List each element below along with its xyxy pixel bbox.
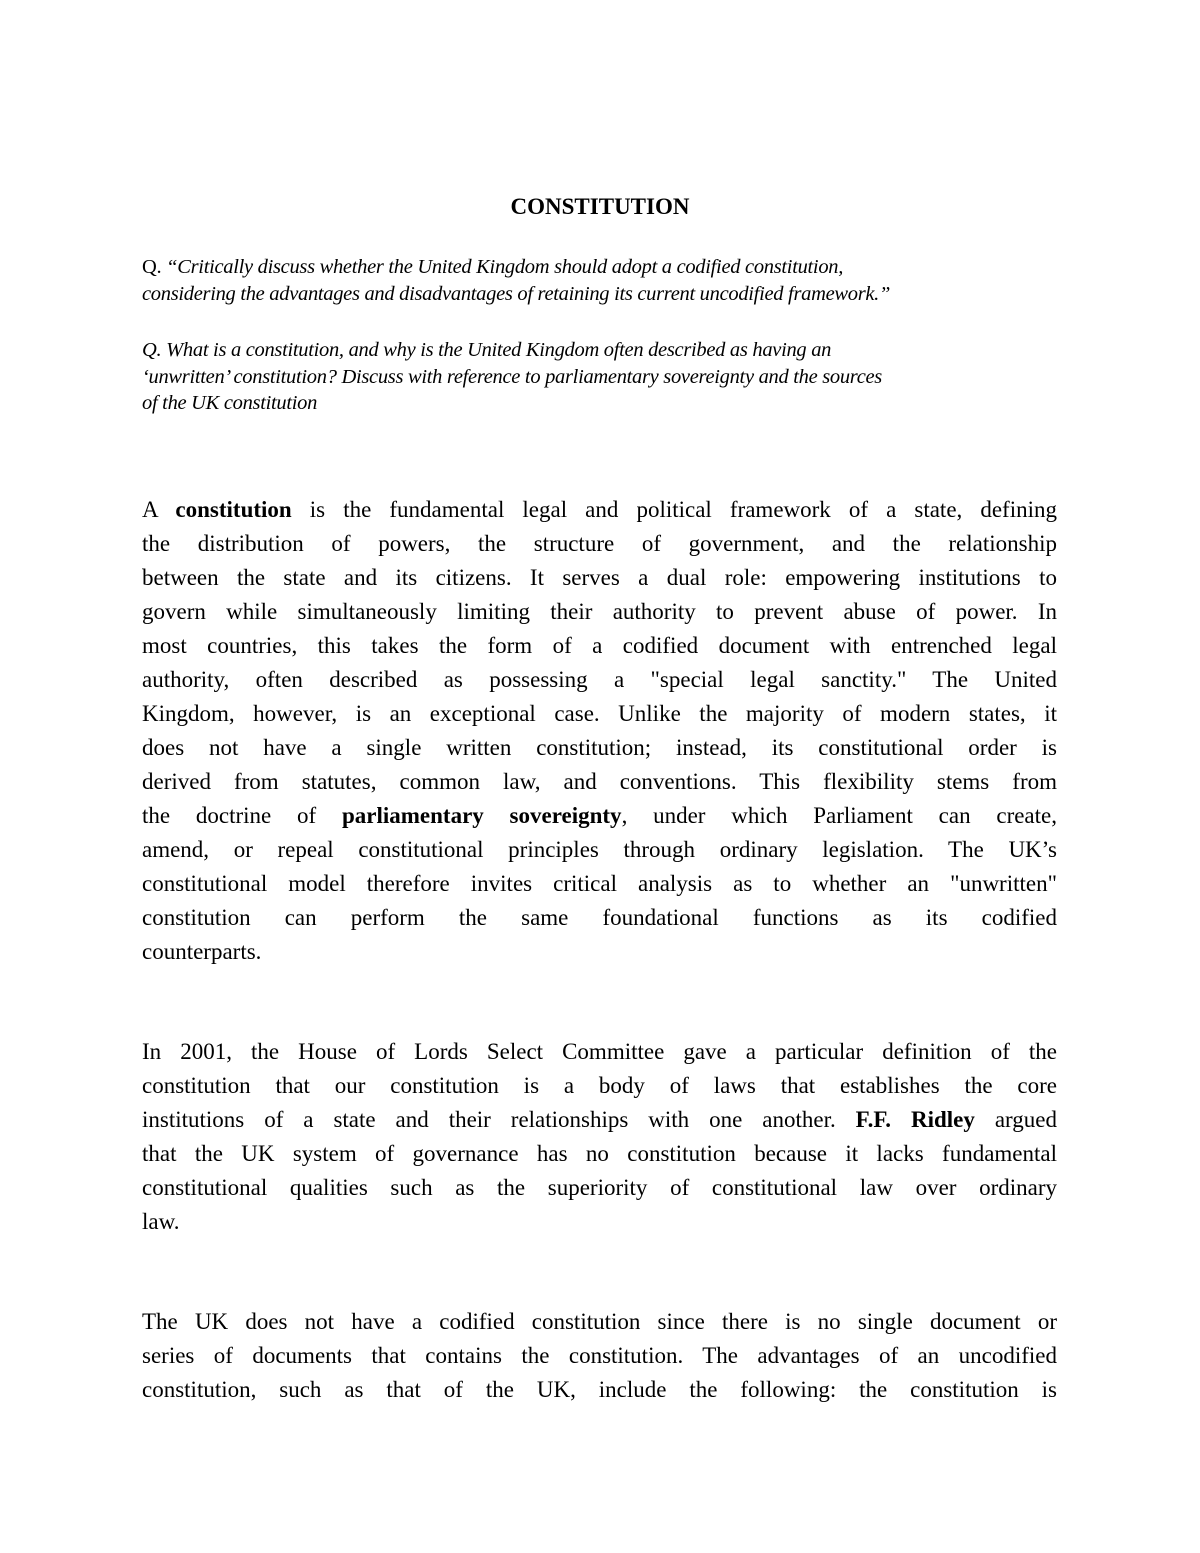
question-text: “Critically discuss whether the United Kingdom should adopt a codified constitution, <box>166 256 844 278</box>
paragraph-line <box>142 629 1057 663</box>
text-run: series of documents that contains the constitution. The advantages of an uncodified <box>142 1343 1057 1368</box>
question-2-line: Q. What is a constitution, and why is the United Kingdom often described as having an <box>142 339 832 361</box>
paragraph-line <box>142 1305 1057 1339</box>
text-run: does not have a single written constitution; instead, its constitutional order is <box>142 735 1057 760</box>
bold-term: parliamentary sovereignty <box>341 803 622 828</box>
paragraph-line <box>142 493 1057 527</box>
text-run: most countries, this takes the form of a codified document with entrenched legal <box>142 633 1057 658</box>
question-2-line: of the UK constitution <box>142 392 318 414</box>
bold-term: constitution <box>175 497 292 522</box>
text-run: institutions of a state and their relationships with one another. <box>142 1107 856 1132</box>
text-run: constitutional model therefore invites critical analysis as to whether an "unwritten" <box>142 871 1057 896</box>
paragraph-line <box>142 765 1057 799</box>
paragraph-line <box>142 833 1057 867</box>
bold-term: F.F. Ridley <box>855 1107 975 1132</box>
text-run: constitution, such as that of the UK, include the following: the constitution is <box>142 1377 1057 1402</box>
paragraph-line <box>142 595 1057 629</box>
text-run: constitution that our constitution is a body of laws that establishes the core <box>142 1073 1057 1098</box>
text-run: , under which Parliament can create, <box>621 803 1057 828</box>
paragraph-line <box>142 527 1057 561</box>
text-run: authority, often described as possessing a "special legal sanctity." The United <box>142 667 1057 692</box>
paragraph-line <box>142 867 1057 901</box>
text-run: law. <box>142 1209 180 1234</box>
text-run: govern while simultaneously limiting their authority to prevent abuse of power. In <box>142 599 1057 624</box>
paragraph-line <box>142 901 1057 935</box>
paragraph-line <box>142 1069 1057 1103</box>
paragraph-line <box>142 731 1057 765</box>
text-run: the doctrine of <box>142 803 342 828</box>
text-run: argued <box>974 1107 1057 1132</box>
body-paragraph-2 <box>142 1035 1057 1239</box>
question-1 <box>142 254 1062 307</box>
text-run: that the UK system of governance has no constitution because it lacks fundamental <box>142 1141 1057 1166</box>
text-run: between the state and its citizens. It serves a dual role: empowering institutions to <box>142 565 1057 590</box>
body-paragraph-3 <box>142 1305 1057 1407</box>
paragraph-line <box>142 1137 1057 1171</box>
paragraph-line <box>142 561 1057 595</box>
text-run: Kingdom, however, is an exceptional case. Unlike the majority of modern states, it <box>142 701 1057 726</box>
text-run: is the fundamental legal and political framework of a state, defining <box>291 497 1057 522</box>
question-2-line: ‘unwritten’ constitution? Discuss with reference to parliamentary sovereignty and the sources <box>142 365 882 388</box>
text-run: constitution can perform the same foundational functions as its codified <box>142 905 1057 930</box>
question-prefix: Q. <box>142 256 167 278</box>
paragraph-line <box>142 1171 1057 1205</box>
question-2 <box>142 337 1062 417</box>
text-run: constitutional qualities such as the superiority of constitutional law over ordinary <box>142 1175 1057 1200</box>
paragraph-line <box>142 799 1057 833</box>
body-paragraph-1 <box>142 493 1057 969</box>
document-title: CONSTITUTION <box>510 194 690 219</box>
text-run: The UK does not have a codified constitution since there is no single document or <box>142 1309 1057 1334</box>
paragraph-line <box>142 935 1057 969</box>
paragraph-line <box>142 1205 1057 1239</box>
text-run: the distribution of powers, the structure of government, and the relationship <box>142 531 1057 556</box>
text-run: counterparts. <box>142 939 262 964</box>
text-run: In 2001, the House of Lords Select Committee gave a particular definition of the <box>142 1039 1057 1064</box>
paragraph-line <box>142 1103 1057 1137</box>
question-1-line <box>142 254 1062 281</box>
text-run: amend, or repeal constitutional principles through ordinary legislation. The UK’s <box>142 837 1057 862</box>
paragraph-line <box>142 697 1057 731</box>
paragraph-line <box>142 1035 1057 1069</box>
paragraph-line <box>142 1339 1057 1373</box>
question-1-line: considering the advantages and disadvantages of retaining its current uncodified framework.” <box>142 282 891 305</box>
paragraph-line <box>142 663 1057 697</box>
text-run: A <box>142 497 176 522</box>
paragraph-line <box>142 1373 1057 1407</box>
text-run: derived from statutes, common law, and conventions. This flexibility stems from <box>142 769 1057 794</box>
